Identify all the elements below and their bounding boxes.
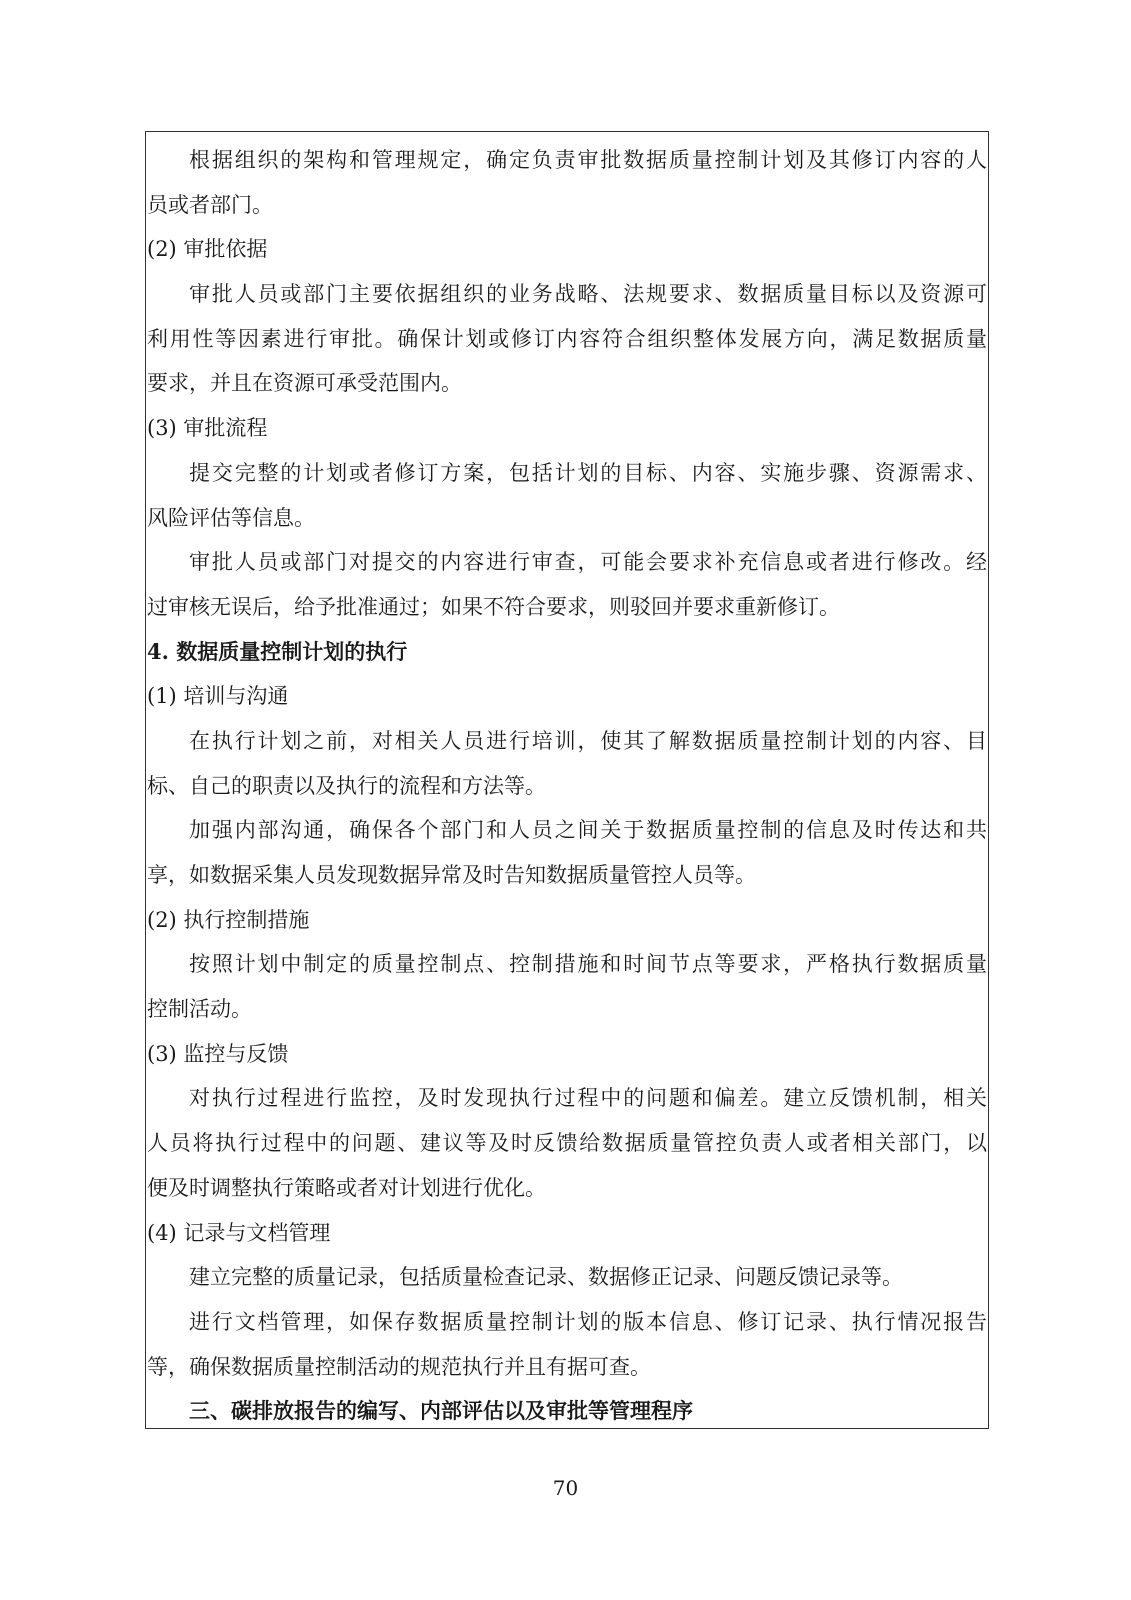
paragraph-line: 提交完整的计划或者修订方案，包括计划的目标、内容、实施步骤、资源需求、 bbox=[189, 460, 987, 485]
paragraph-line: 建立完整的质量记录，包括质量检查记录、数据修正记录、问题反馈记录等。 bbox=[189, 1265, 903, 1290]
paragraph-line: 按照计划中制定的质量控制点、控制措施和时间节点等要求，严格执行数据质量 bbox=[189, 952, 987, 977]
paragraph-line: 便及时调整执行策略或者对计划进行优化。 bbox=[147, 1175, 546, 1200]
paragraph-line: 在执行计划之前，对相关人员进行培训，使其了解数据质量控制计划的内容、目 bbox=[189, 728, 987, 753]
subheading: (2) 执行控制措施 bbox=[147, 907, 310, 932]
section-heading: 4. 数据质量控制计划的执行 bbox=[147, 638, 408, 664]
paragraph-line: 控制活动。 bbox=[147, 997, 252, 1022]
paragraph-line: 员或者部门。 bbox=[147, 192, 273, 217]
paragraph-line: 审批人员或部门主要依据组织的业务战略、法规要求、数据质量目标以及资源可 bbox=[189, 282, 987, 307]
subheading: (1) 培训与沟通 bbox=[147, 684, 289, 709]
paragraph-line: 享，如数据采集人员发现数据异常及时告知数据质量管控人员等。 bbox=[147, 863, 756, 887]
paragraph-line: 加强内部沟通，确保各个部门和人员之间关于数据质量控制的信息及时传达和共 bbox=[189, 818, 987, 843]
paragraph-line: 对执行过程进行监控，及时发现执行过程中的问题和偏差。建立反馈机制，相关 bbox=[189, 1086, 987, 1111]
document-body bbox=[147, 138, 987, 1434]
subheading: (3) 审批流程 bbox=[147, 416, 268, 441]
subheading: (4) 记录与文档管理 bbox=[147, 1220, 331, 1245]
paragraph-line: 过审核无误后，给予批准通过；如果不符合要求，则驳回并要求重新修订。 bbox=[147, 594, 840, 619]
subheading: (3) 监控与反馈 bbox=[147, 1041, 289, 1066]
paragraph-line: 等，确保数据质量控制活动的规范执行并且有据可查。 bbox=[147, 1354, 651, 1379]
paragraph-line: 根据组织的架构和管理规定，确定负责审批数据质量控制计划及其修订内容的人 bbox=[189, 148, 987, 172]
paragraph-line: 审批人员或部门对提交的内容进行审查，可能会要求补充信息或者进行修改。经 bbox=[189, 550, 987, 575]
paragraph-line: 利用性等因素进行审批。确保计划或修订内容符合组织整体发展方向，满足数据质量 bbox=[147, 326, 987, 351]
paragraph-line: 风险评估等信息。 bbox=[147, 505, 315, 530]
paragraph-line: 要求，并且在资源可承受范围内。 bbox=[147, 371, 462, 396]
subheading: (2) 审批依据 bbox=[147, 237, 268, 262]
paragraph-line: 标、自己的职责以及执行的流程和方法等。 bbox=[147, 773, 546, 798]
page-number: 70 bbox=[552, 1476, 579, 1500]
chapter-heading: 三、碳排放报告的编写、内部评估以及审批等管理程序 bbox=[189, 1398, 693, 1424]
paragraph-line: 人员将执行过程中的问题、建议等及时反馈给数据质量管控负责人或者相关部门，以 bbox=[147, 1131, 987, 1156]
paragraph-line: 进行文档管理，如保存数据质量控制计划的版本信息、修订记录、执行情况报告 bbox=[189, 1309, 987, 1334]
